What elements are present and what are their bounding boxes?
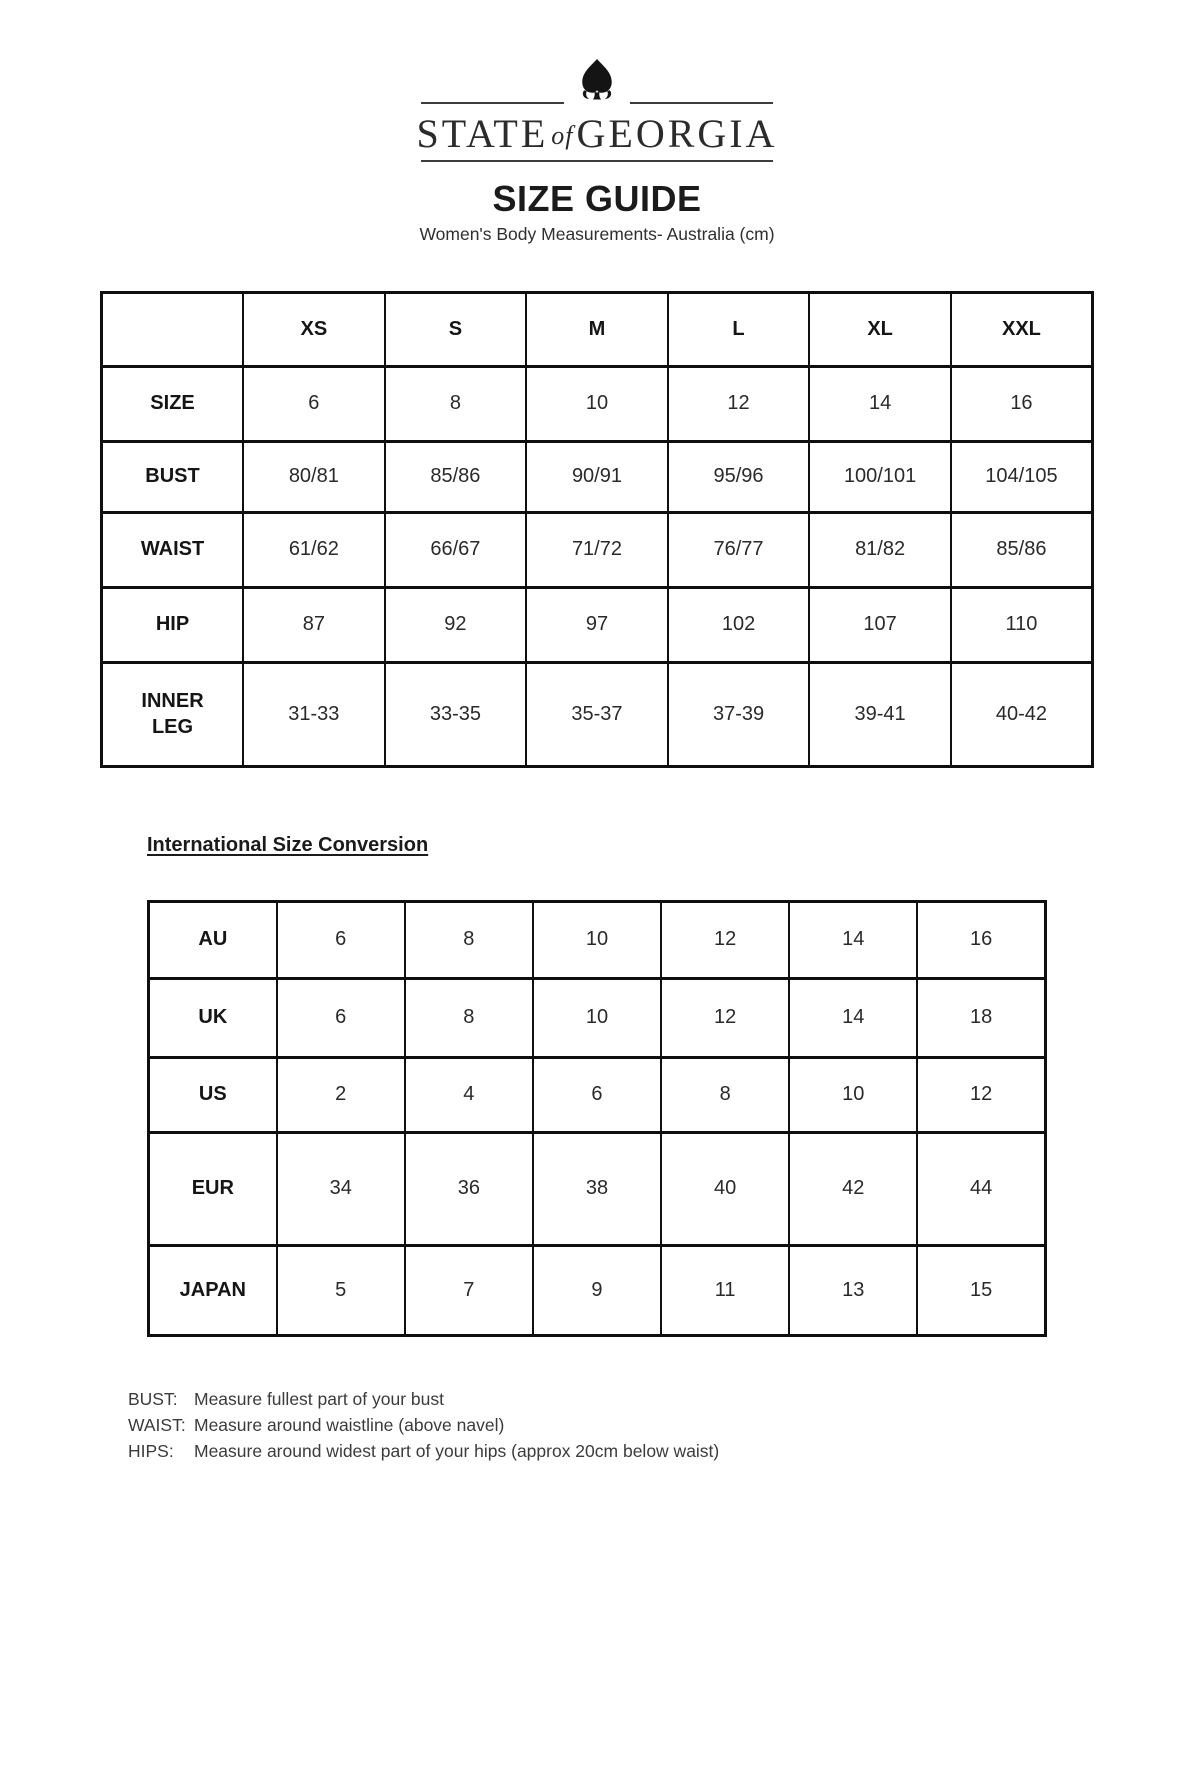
measurement-value-cell: 110 xyxy=(951,587,1093,662)
conversion-value-cell: 6 xyxy=(533,1057,661,1132)
measurement-header-row xyxy=(102,292,1093,366)
conversion-value-cell: 12 xyxy=(917,1057,1045,1132)
measurement-value-cell: 33-35 xyxy=(385,662,527,766)
conversion-table-body xyxy=(149,901,1046,1335)
conversion-value-cell: 8 xyxy=(405,978,533,1057)
measurement-value-cell: 12 xyxy=(668,366,810,441)
conversion-value-cell: 13 xyxy=(789,1245,917,1335)
conversion-value-cell: 5 xyxy=(277,1245,405,1335)
conversion-value-cell: 12 xyxy=(661,901,789,978)
emblem-rule-right xyxy=(630,102,773,104)
measurement-value-cell: 104/105 xyxy=(951,441,1093,512)
measurement-value-cell: 97 xyxy=(526,587,668,662)
measurement-value-cell: 66/67 xyxy=(385,512,527,587)
region-label: US xyxy=(198,1083,227,1106)
measurement-table xyxy=(100,291,1094,768)
conversion-table xyxy=(147,900,1047,1337)
note-line xyxy=(128,1412,1194,1438)
measurement-value-cell: 31-33 xyxy=(243,662,385,766)
measurement-row xyxy=(102,587,1093,662)
conversion-value-cell: 15 xyxy=(917,1245,1045,1335)
row-label-cell xyxy=(102,662,244,766)
note-line xyxy=(128,1438,1194,1464)
region-label-cell xyxy=(149,1132,277,1245)
region-label-cell xyxy=(149,1057,277,1132)
conversion-row xyxy=(149,1057,1046,1132)
conversion-value-cell: 44 xyxy=(917,1132,1045,1245)
size-column-header: XL xyxy=(809,292,951,366)
page-title: SIZE GUIDE xyxy=(492,178,702,220)
measurement-value-cell: 10 xyxy=(526,366,668,441)
page-subtitle: Women's Body Measurements- Australia (cm) xyxy=(419,223,775,244)
brand-header xyxy=(0,58,1194,245)
conversion-row xyxy=(149,901,1046,978)
size-column-header: XS xyxy=(243,292,385,366)
conversion-row xyxy=(149,1132,1046,1245)
region-label-cell xyxy=(149,978,277,1057)
measurement-value-cell: 80/81 xyxy=(243,441,385,512)
measurement-row xyxy=(102,512,1093,587)
corner-cell xyxy=(102,292,244,366)
measurement-value-cell: 107 xyxy=(809,587,951,662)
conversion-row xyxy=(149,978,1046,1057)
note-label: HIPS: xyxy=(128,1440,174,1461)
note-text: Measure fullest part of your bust xyxy=(194,1388,444,1409)
conversion-value-cell: 14 xyxy=(789,978,917,1057)
note-line xyxy=(128,1386,1194,1412)
measurement-value-cell: 8 xyxy=(385,366,527,441)
conversion-value-cell: 42 xyxy=(789,1132,917,1245)
conversion-value-cell: 10 xyxy=(789,1057,917,1132)
measurement-value-cell: 85/86 xyxy=(951,512,1093,587)
conversion-value-cell: 36 xyxy=(405,1132,533,1245)
row-label-cell xyxy=(102,366,244,441)
conversion-value-cell: 40 xyxy=(661,1132,789,1245)
conversion-value-cell: 16 xyxy=(917,901,1045,978)
row-label: SIZE xyxy=(150,392,195,415)
conversion-value-cell: 6 xyxy=(277,978,405,1057)
measurement-notes xyxy=(128,1386,1194,1464)
measurement-value-cell: 90/91 xyxy=(526,441,668,512)
conversion-value-cell: 4 xyxy=(405,1057,533,1132)
measurement-value-cell: 95/96 xyxy=(668,441,810,512)
measurement-value-cell: 6 xyxy=(243,366,385,441)
region-label-cell xyxy=(149,1245,277,1335)
region-label: UK xyxy=(198,1006,228,1029)
measurement-value-cell: 102 xyxy=(668,587,810,662)
conversion-value-cell: 10 xyxy=(533,901,661,978)
row-label: BUST xyxy=(145,465,200,488)
region-label: JAPAN xyxy=(179,1278,246,1301)
conversion-value-cell: 18 xyxy=(917,978,1045,1057)
measurement-value-cell: 35-37 xyxy=(526,662,668,766)
brand-word-georgia: GEORGIA xyxy=(576,111,778,156)
note-label: BUST: xyxy=(128,1388,178,1409)
conversion-heading: International Size Conversion xyxy=(147,833,429,856)
measurement-value-cell: 16 xyxy=(951,366,1093,441)
conversion-value-cell: 6 xyxy=(277,901,405,978)
measurement-row xyxy=(102,366,1093,441)
conversion-value-cell: 8 xyxy=(405,901,533,978)
measurement-row xyxy=(102,441,1093,512)
note-text: Measure around waistline (above navel) xyxy=(194,1414,505,1435)
row-label: HIP xyxy=(155,613,190,636)
brand-word-state: STATE xyxy=(416,111,549,156)
measurement-value-cell: 61/62 xyxy=(243,512,385,587)
measurement-value-cell: 37-39 xyxy=(668,662,810,766)
conversion-value-cell: 7 xyxy=(405,1245,533,1335)
measurement-value-cell: 14 xyxy=(809,366,951,441)
conversion-value-cell: 10 xyxy=(533,978,661,1057)
measurement-table-body xyxy=(102,292,1093,766)
conversion-value-cell: 9 xyxy=(533,1245,661,1335)
measurement-value-cell: 39-41 xyxy=(809,662,951,766)
measurement-value-cell: 100/101 xyxy=(809,441,951,512)
conversion-value-cell: 8 xyxy=(661,1057,789,1132)
region-label: AU xyxy=(198,928,228,951)
conversion-value-cell: 38 xyxy=(533,1132,661,1245)
measurement-value-cell: 92 xyxy=(385,587,527,662)
note-text: Measure around widest part of your hips (approx 20cm below waist) xyxy=(194,1440,720,1461)
measurement-value-cell: 85/86 xyxy=(385,441,527,512)
measurement-value-cell: 87 xyxy=(243,587,385,662)
size-column-header: M xyxy=(526,292,668,366)
size-column-header: XXL xyxy=(951,292,1093,366)
emblem-rule-left xyxy=(421,102,564,104)
tree-logo-icon xyxy=(574,58,620,106)
conversion-value-cell: 12 xyxy=(661,978,789,1057)
conversion-value-cell: 2 xyxy=(277,1057,405,1132)
emblem-rule-bottom xyxy=(421,160,773,162)
measurement-row xyxy=(102,662,1093,766)
conversion-value-cell: 11 xyxy=(661,1245,789,1335)
region-label: EUR xyxy=(191,1177,234,1200)
conversion-row xyxy=(149,1245,1046,1335)
size-column-header: L xyxy=(668,292,810,366)
measurement-value-cell: 81/82 xyxy=(809,512,951,587)
brand-word-of: of xyxy=(551,121,574,150)
measurement-value-cell: 76/77 xyxy=(668,512,810,587)
conversion-value-cell: 34 xyxy=(277,1132,405,1245)
measurement-value-cell: 40-42 xyxy=(951,662,1093,766)
row-label-cell xyxy=(102,512,244,587)
row-label-cell xyxy=(102,441,244,512)
size-column-header: S xyxy=(385,292,527,366)
row-label: INNER LEG xyxy=(141,689,204,739)
brand-name xyxy=(0,112,1194,155)
row-label-cell xyxy=(102,587,244,662)
measurement-value-cell: 71/72 xyxy=(526,512,668,587)
conversion-value-cell: 14 xyxy=(789,901,917,978)
brand-emblem xyxy=(421,58,773,106)
region-label-cell xyxy=(149,901,277,978)
note-label: WAIST: xyxy=(128,1414,186,1435)
row-label: WAIST xyxy=(140,538,205,561)
